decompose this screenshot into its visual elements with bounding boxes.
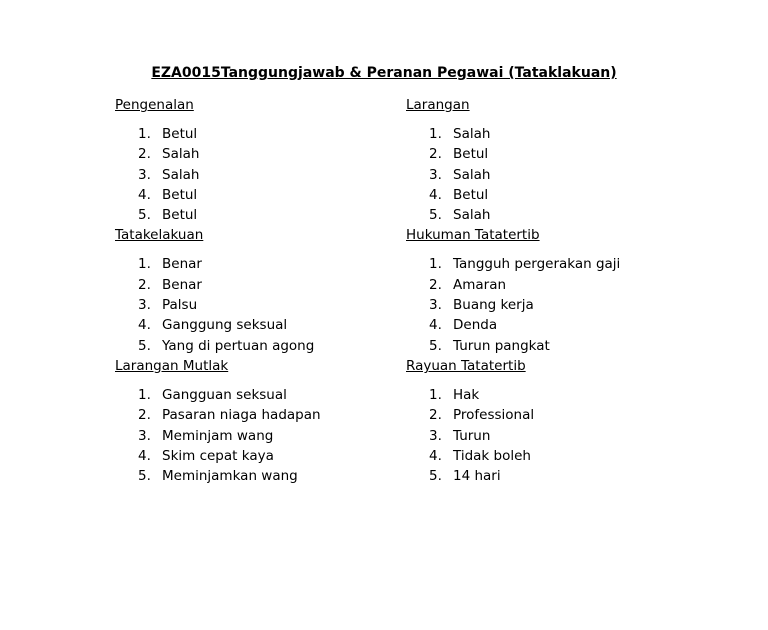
list-item (406, 466, 736, 486)
left-column (115, 95, 445, 486)
item-text: Betul (162, 126, 198, 142)
list-item (115, 405, 445, 425)
item-text: Ganggung seksual (162, 317, 288, 334)
item-text: Buang kerja (453, 297, 534, 314)
item-text: 14 hari (453, 468, 501, 485)
item-text: Professional (453, 407, 535, 424)
list-item (406, 165, 736, 185)
answer-list (406, 254, 736, 355)
section-heading: Tatakelakuan (115, 227, 204, 244)
list-item (406, 315, 736, 335)
section-heading: Pengenalan (115, 97, 194, 113)
section-heading: Larangan Mutlak (115, 357, 229, 374)
item-text: Benar (162, 276, 202, 293)
item-text: Salah (453, 207, 491, 224)
item-number: 1. (138, 386, 151, 403)
list-item (115, 144, 445, 164)
item-number: 2. (138, 407, 151, 424)
item-text: Benar (162, 256, 202, 273)
item-number: 1. (138, 256, 151, 273)
list-item (406, 336, 736, 356)
section-tatakelakuan (115, 225, 445, 355)
item-text: Amaran (453, 276, 507, 293)
item-text: Turun (453, 427, 491, 444)
item-text: Salah (162, 146, 200, 163)
list-item (406, 254, 736, 274)
item-number: 3. (138, 427, 151, 444)
list-item (115, 205, 445, 225)
list-item (406, 405, 736, 425)
item-number: 4. (429, 186, 442, 203)
list-item (406, 144, 736, 164)
item-text: Hak (453, 386, 480, 403)
item-text: Tidak boleh (453, 447, 531, 464)
item-text: Pasaran niaga hadapan (162, 407, 321, 424)
item-number: 2. (429, 407, 442, 424)
list-item (115, 185, 445, 205)
item-number: 5. (429, 337, 442, 354)
right-column (406, 95, 736, 486)
item-text: Denda (453, 317, 498, 334)
list-item (115, 275, 445, 295)
list-item (406, 185, 736, 205)
item-text: Tangguh pergerakan gaji (453, 256, 621, 273)
list-item (115, 295, 445, 315)
section-heading: Larangan (406, 97, 470, 113)
list-item (115, 446, 445, 466)
item-number: 5. (138, 468, 151, 485)
list-item (406, 385, 736, 405)
section-larangan (406, 95, 736, 225)
answer-list (115, 254, 445, 355)
item-text: Meminjam wang (162, 427, 274, 444)
item-text: Betul (453, 146, 489, 163)
list-item (406, 426, 736, 446)
item-text: Skim cepat kaya (162, 447, 274, 464)
list-item (115, 466, 445, 486)
item-number: 2. (429, 276, 442, 293)
item-text: Betul (162, 186, 198, 203)
list-item (115, 315, 445, 335)
item-text: Betul (162, 207, 198, 224)
item-number: 1. (429, 256, 442, 273)
item-number: 4. (429, 447, 442, 464)
section-pengenalan (115, 95, 445, 225)
item-number: 1. (429, 386, 442, 403)
item-number: 4. (138, 447, 151, 464)
list-item (115, 124, 445, 144)
item-number: 4. (429, 317, 442, 334)
section-heading: Rayuan Tatatertib (406, 357, 526, 374)
item-text: Turun pangkat (453, 337, 550, 354)
item-number: 5. (429, 468, 442, 485)
item-text: Salah (453, 166, 491, 183)
list-item (406, 124, 736, 144)
item-text: Yang di pertuan agong (162, 337, 315, 354)
item-number: 3. (429, 427, 442, 444)
list-item (406, 205, 736, 225)
list-item (406, 295, 736, 315)
item-number: 3. (138, 297, 151, 314)
item-number: 1. (138, 126, 151, 142)
list-item (115, 385, 445, 405)
list-item (406, 446, 736, 466)
page-title: EZA0015Tanggungjawab & Peranan Pegawai (Tataklakuan) (151, 65, 617, 81)
item-number: 5. (138, 337, 151, 354)
item-number: 2. (138, 276, 151, 293)
item-number: 3. (429, 166, 442, 183)
list-item (115, 426, 445, 446)
item-number: 4. (138, 317, 151, 334)
item-text: Betul (453, 186, 489, 203)
item-text: Meminjamkan wang (162, 468, 298, 485)
item-number: 5. (429, 207, 442, 224)
list-item (115, 254, 445, 274)
item-text: Gangguan seksual (162, 386, 287, 403)
item-number: 2. (138, 146, 151, 163)
item-number: 3. (138, 166, 151, 183)
answer-list (406, 124, 736, 225)
item-text: Salah (453, 126, 491, 142)
answer-list (115, 124, 445, 225)
section-rayuan-tatatertib (406, 356, 736, 486)
item-text: Palsu (162, 297, 198, 314)
list-item (115, 336, 445, 356)
list-item (406, 275, 736, 295)
item-number: 1. (429, 126, 442, 142)
answer-list (406, 385, 736, 486)
item-number: 4. (138, 186, 151, 203)
item-text: Salah (162, 166, 200, 183)
section-larangan-mutlak (115, 356, 445, 486)
section-heading: Hukuman Tatatertib (406, 227, 540, 244)
list-item (115, 165, 445, 185)
answer-list (115, 385, 445, 486)
item-number: 3. (429, 297, 442, 314)
item-number: 2. (429, 146, 442, 163)
item-number: 5. (138, 207, 151, 224)
section-hukuman-tatatertib (406, 225, 736, 355)
